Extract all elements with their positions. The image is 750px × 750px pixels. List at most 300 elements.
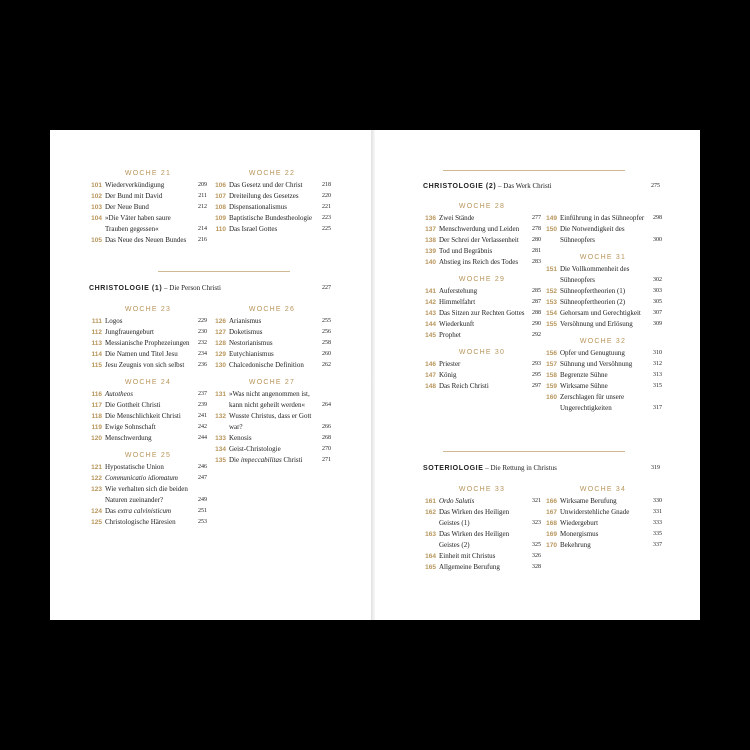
entry-number: 117 [91,402,102,409]
entry-page: 313 [653,372,662,378]
entry-title-text: Zwei Stände [439,214,475,222]
entry-title-text: Dispensationalismus [229,203,287,211]
entry-title-text: Dreiteilung des Gesetzes [229,192,299,200]
entry-page: 236 [198,362,207,368]
entry-page: 211 [198,193,207,199]
toc-entry [213,389,331,411]
entry-number: 149 [546,215,557,222]
entry-title-text: Bekehrung [560,541,591,549]
entry-page: 295 [532,372,541,378]
entry-title-text: Das Gesetz und der Christ [229,181,303,189]
toc-entry [213,444,331,455]
week-group [544,252,662,330]
toc-entry [423,330,541,341]
entry-page: 270 [322,446,331,452]
entry-number: 106 [215,182,226,189]
entry-title [105,422,192,433]
section-subtitle: – Die Rettung in Christus [485,464,557,472]
toc-entry [544,540,662,551]
toc-entry [213,327,331,338]
entry-number: 155 [546,321,557,328]
entry-page: 337 [653,542,662,548]
entry-title-text: Ordo Salutis [439,497,475,505]
entry-number: 163 [425,531,436,538]
entry-page: 331 [653,509,662,515]
entry-title [439,562,526,573]
toc-entry [544,392,662,414]
entry-title [439,246,526,257]
entry-title [229,455,316,466]
entry-number: 158 [546,372,557,379]
toc-entry [544,381,662,392]
entry-page: 266 [322,424,331,430]
entry-page: 271 [322,457,331,463]
entry-number: 102 [91,193,102,200]
week-label: WOCHE 21 [124,170,172,177]
entry-title [105,338,192,349]
entry-title-text: Nestorianismus [229,339,273,347]
entry-number: 160 [546,394,557,401]
entry-title [105,180,192,191]
entry-number: 108 [215,204,226,211]
entry-title [560,529,647,540]
week-label: WOCHE 34 [579,486,627,493]
entry-title-text: Ewige Sohnschaft [105,423,156,431]
toc-entry [544,359,662,370]
toc-entry [544,224,662,246]
entry-page: 333 [653,520,662,526]
entry-title [439,496,526,507]
entry-number: 140 [425,259,436,266]
toc-entry [89,349,207,360]
entry-title [105,473,192,484]
toc-entry [423,246,541,257]
week-label: WOCHE 26 [248,306,296,313]
entry-page: 230 [198,329,207,335]
toc-entry [213,180,331,191]
entry-number: 159 [546,383,557,390]
entry-page: 285 [532,288,541,294]
entry-title-text: Doketismus [229,328,263,336]
entry-title [229,349,316,360]
entry-page: 237 [198,391,207,397]
entry-number: 137 [425,226,436,233]
entry-page: 300 [653,237,662,243]
entry-number: 118 [91,413,102,420]
entry-title-text: Allgemeine Berufung [439,563,500,571]
entry-title [229,224,316,235]
toc-entry [423,381,541,392]
week-group [89,168,207,246]
entry-title [105,411,192,422]
entry-page: 249 [198,497,207,503]
entry-title-text: Opfer und Genugtuung [560,349,625,357]
entry-title [560,319,647,330]
entry-title [439,257,526,268]
week-label: WOCHE 29 [458,276,506,283]
week-group [213,168,331,235]
entry-number: 146 [425,361,436,368]
entry-title [229,180,316,191]
section-heading-christologie-1 [89,283,331,294]
entry-title-text: Gehorsam und Gerechtigkeit [560,309,641,317]
entry-number: 141 [425,288,436,295]
entry-title [105,433,192,444]
toc-entry [423,257,541,268]
toc-entry [423,496,541,507]
entry-number: 147 [425,372,436,379]
entry-page: 244 [198,435,207,441]
entry-title [105,235,192,246]
toc-entry [544,507,662,518]
entry-title-text: Wiederkunft [439,320,475,328]
entry-page: 309 [653,321,662,327]
entry-number: 132 [215,413,226,420]
toc-entry [89,327,207,338]
week-column [213,304,331,466]
entry-title-text: Autotheos [105,390,133,398]
entry-number: 120 [91,435,102,442]
entry-number: 125 [91,519,102,526]
entry-page: 221 [322,204,331,210]
entry-title-text: »Was nicht angenommen ist, kann nicht geheilt werden« [229,390,310,409]
toc-entry [89,517,207,528]
section-heading-christologie-2 [423,181,660,192]
entry-title [560,224,647,246]
entry-title [560,359,647,370]
week-label: WOCHE 23 [124,306,172,313]
entry-number: 138 [425,237,436,244]
entry-title [560,518,647,529]
toc-entry [544,529,662,540]
week-label: WOCHE 33 [458,486,506,493]
entry-title-text: Jesu Zeugnis von sich selbst [105,361,185,369]
entry-title-text: Monergismus [560,530,599,538]
entry-number: 166 [546,498,557,505]
section-page: 227 [322,285,331,291]
section-page: 275 [651,183,660,189]
entry-number: 116 [91,391,102,398]
toc-entry [89,411,207,422]
week-column [544,484,662,551]
entry-number: 148 [425,383,436,390]
entry-title [439,381,526,392]
toc-entry [89,180,207,191]
entry-title [229,444,316,455]
toc-entry [213,202,331,213]
week-label: WOCHE 32 [579,338,627,345]
week-column [89,168,207,246]
entry-number: 143 [425,310,436,317]
entry-title-text: Auferstehung [439,287,478,295]
week-label: WOCHE 31 [579,254,627,261]
left-page [50,130,371,620]
toc-entry [423,551,541,562]
entry-title [439,370,526,381]
entry-title [229,360,316,371]
entry-title [439,507,526,529]
entry-title-text: Wiedergeburt [560,519,599,527]
entry-title [105,360,192,371]
week-column [423,484,541,573]
entry-number: 167 [546,509,557,516]
section-subtitle: – Die Person Christi [164,284,221,292]
entry-page: 323 [532,520,541,526]
toc-entry [89,360,207,371]
entry-title-text: Prophet [439,331,461,339]
week-label [544,201,662,213]
entry-number: 103 [91,204,102,211]
entry-title-text: Wie verhalten sich die beiden Naturen zueinander? [105,485,188,504]
entry-number: 110 [215,226,226,233]
entry-page: 293 [532,361,541,367]
entry-page: 234 [198,351,207,357]
week-label: WOCHE 25 [124,452,172,459]
entry-title-text: Wirksame Sühne [560,382,608,390]
entry-title-text: Arianismus [229,317,262,325]
week-label: WOCHE 24 [124,379,172,386]
entry-number: 123 [91,486,102,493]
entry-title [560,496,647,507]
entry-title-text: Eutychianismus [229,350,274,358]
entry-number: 122 [91,475,102,482]
week-group [423,201,541,268]
entry-title-text: Das Reich Christi [439,382,489,390]
entry-page: 312 [653,361,662,367]
entry-title [105,349,192,360]
entry-title-text: Zerschlagen für unsere Ungerechtigkeiten [560,393,625,412]
entry-title-text: »Die Väter haben saure Trauben gegessen« [105,214,171,233]
entry-title [560,370,647,381]
entry-number: 150 [546,226,557,233]
section-title: CHRISTOLOGIE (1) [89,285,163,292]
entry-number: 152 [546,288,557,295]
toc-entry [544,297,662,308]
toc-entry [89,433,207,444]
toc-entry [213,455,331,466]
entry-number: 142 [425,299,436,306]
toc-entry [544,496,662,507]
entry-number: 131 [215,391,226,398]
toc-entry [89,400,207,411]
toc-entry [423,308,541,319]
week-column [544,201,662,414]
entry-number: 154 [546,310,557,317]
entry-page: 262 [322,362,331,368]
entry-page: 232 [198,340,207,346]
entry-number: 136 [425,215,436,222]
entry-title-italic: extra calvinisticum [117,507,172,515]
entry-title-text: Die Notwendigkeit des Sühneopfers [560,225,625,244]
entry-page: 256 [322,329,331,335]
toc-entry [544,264,662,286]
entry-number: 104 [91,215,102,222]
toc-entry [89,389,207,400]
entry-title [105,389,192,400]
toc-entry [89,191,207,202]
toc-entry [423,224,541,235]
entry-title [105,316,192,327]
toc-entry [423,297,541,308]
entry-number: 105 [91,237,102,244]
entry-number: 135 [215,457,226,464]
toc-entry [213,349,331,360]
week-label: WOCHE 22 [248,170,296,177]
entry-page: 292 [532,332,541,338]
entry-number: 133 [215,435,226,442]
entry-number: 144 [425,321,436,328]
entry-page: 315 [653,383,662,389]
entry-page: 225 [322,226,331,232]
entry-page: 212 [198,204,207,210]
entry-number: 165 [425,564,436,571]
entry-title-text: Das Neue des Neuen Bundes [105,236,187,244]
entry-title-text: Wusste Christus, dass er Gott war? [229,412,312,431]
entry-title [105,462,192,473]
entry-title [229,327,316,338]
toc-entry [544,518,662,529]
entry-page: 255 [322,318,331,324]
entry-title-after: Christi [281,456,303,464]
entry-number: 109 [215,215,226,222]
entry-number: 112 [91,329,102,336]
entry-page: 247 [198,475,207,481]
week-group [213,304,331,371]
week-group [544,201,662,246]
entry-title-text: Baptistische Bundestheologie [229,214,313,222]
entry-title [439,224,526,235]
entry-title-text: Das Wirken des Heiligen Geistes (2) [439,530,510,549]
entry-title [105,484,192,506]
divider [158,271,290,272]
entry-title-text: Himmelfahrt [439,298,476,306]
entry-page: 298 [653,215,662,221]
entry-number: 126 [215,318,226,325]
entry-title-text: Tod und Begräbnis [439,247,493,255]
toc-entry [423,562,541,573]
divider [443,170,625,171]
week-label: WOCHE 30 [458,349,506,356]
toc-entry [423,507,541,529]
entry-title-text: Das Wirken des Heiligen Geistes (1) [439,508,510,527]
week-group [423,347,541,392]
week-label: WOCHE 27 [248,379,296,386]
entry-number: 153 [546,299,557,306]
entry-number: 128 [215,340,226,347]
entry-title-text: Das [105,507,118,515]
toc-entry [423,286,541,297]
toc-entry [423,529,541,551]
entry-number: 119 [91,424,102,431]
toc-entry [213,224,331,235]
entry-title-text: Die Gottheit Christi [105,401,161,409]
entry-number: 124 [91,508,102,515]
entry-title [560,392,647,414]
entry-title-text: Menschwerdung [105,434,152,442]
entry-title-text: Die Namen und Titel Jesu [105,350,178,358]
toc-entry [89,484,207,506]
entry-number: 101 [91,182,102,189]
right-page [375,130,700,620]
entry-title [229,389,316,411]
entry-page: 307 [653,310,662,316]
toc-entry [544,213,662,224]
entry-page: 328 [532,564,541,570]
entry-page: 246 [198,464,207,470]
entry-title-text: Geist-Christologie [229,445,281,453]
entry-page: 239 [198,402,207,408]
week-column [423,201,541,392]
toc-entry [213,316,331,327]
entry-title-text: Logos [105,317,123,325]
entry-title-text: Die Menschlichkeit Christi [105,412,181,420]
entry-title [439,286,526,297]
entry-number: 168 [546,520,557,527]
entry-number: 156 [546,350,557,357]
entry-page: 303 [653,288,662,294]
entry-page: 258 [322,340,331,346]
week-column [213,168,331,235]
entry-title-text: Sühnung und Versöhnung [560,360,633,368]
entry-page: 290 [532,321,541,327]
entry-number: 115 [91,362,102,369]
entry-page: 281 [532,248,541,254]
entry-page: 278 [532,226,541,232]
entry-title [439,359,526,370]
toc-entry [213,338,331,349]
entry-title [229,316,316,327]
entry-number: 161 [425,498,436,505]
entry-title [560,286,647,297]
entry-page: 260 [322,351,331,357]
entry-title [439,551,526,562]
entry-page: 288 [532,310,541,316]
entry-page: 335 [653,531,662,537]
entry-title [105,191,192,202]
entry-number: 114 [91,351,102,358]
section-heading-soteriologie [423,463,660,474]
toc-entry [544,308,662,319]
entry-page: 264 [322,402,331,408]
entry-number: 127 [215,329,226,336]
entry-page: 216 [198,237,207,243]
entry-title [560,507,647,518]
toc-entry [423,213,541,224]
entry-title-text: Communicatio idiomatum [105,474,178,482]
entry-title [229,433,316,444]
toc-entry [544,348,662,359]
week-group [89,304,207,371]
entry-number: 111 [91,318,102,325]
toc-entry [213,360,331,371]
section-page: 319 [651,465,660,471]
entry-page: 325 [532,542,541,548]
entry-title-text: König [439,371,457,379]
toc-entry [89,213,207,235]
toc-entry [89,235,207,246]
entry-title [439,330,526,341]
entry-title [105,202,192,213]
entry-title-text: Versöhnung und Erlösung [560,320,633,328]
entry-page: 310 [653,350,662,356]
section-title: CHRISTOLOGIE (2) [423,183,497,190]
entry-title [229,202,316,213]
entry-page: 317 [653,405,662,411]
entry-title [560,213,647,224]
week-group [423,274,541,341]
week-group [544,484,662,551]
entry-page: 229 [198,318,207,324]
